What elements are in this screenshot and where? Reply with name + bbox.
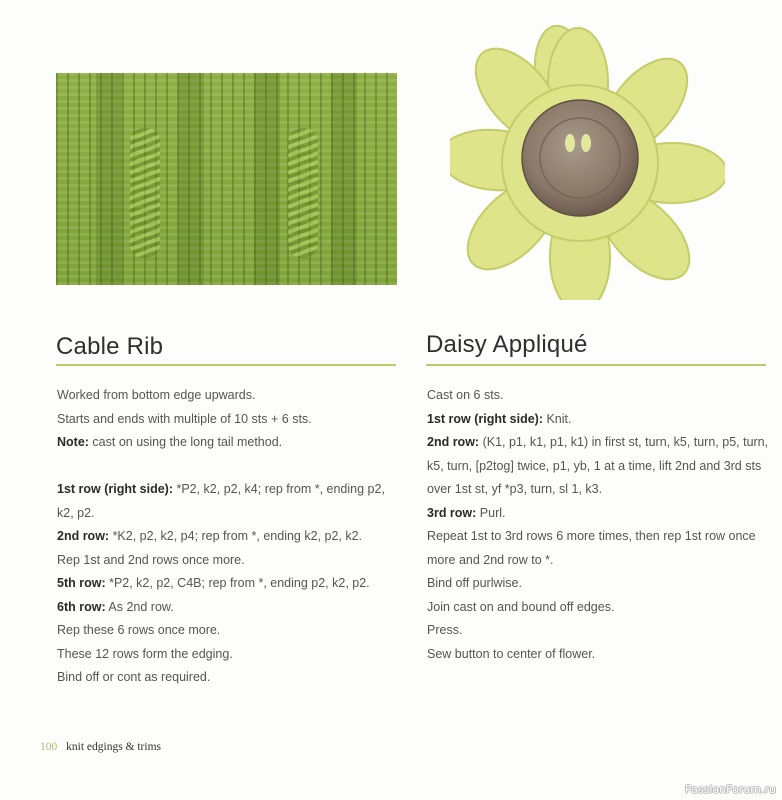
cable-rib-instructions [57, 384, 402, 690]
page-number: 100 [40, 741, 58, 753]
cable-twist [130, 128, 160, 258]
purl-column [254, 73, 280, 285]
row-instruction: Bind off or cont as required. [57, 670, 211, 684]
row-instruction: 1st row (right side): Knit. [427, 411, 572, 426]
cable-twist [288, 128, 318, 258]
purl-column [96, 73, 122, 285]
row-instruction: Sew button to center of flower. [427, 646, 596, 661]
instruction-line: Worked from bottom edge upwards. [57, 388, 256, 402]
row-instruction: Repeat 1st to 3rd rows 6 more times, then rep 1st row once more and 2nd row to *. [427, 529, 756, 567]
watermark: PassionForum.ru [685, 783, 776, 796]
row-instruction: Bind off purlwise. [427, 576, 522, 590]
section-name: knit edgings & trims [66, 741, 161, 753]
purl-column [331, 73, 357, 285]
instruction-line: Starts and ends with multiple of 10 sts + 6 sts. [57, 411, 312, 426]
row-instruction: 2nd row: *K2, p2, k2, p4; rep from *, ending k2, p2, k2. [57, 529, 363, 543]
page-footer [40, 741, 161, 753]
row-instruction: Rep 1st and 2nd rows once more. [57, 552, 245, 567]
note-line: Note: cast on using the long tail method. [57, 435, 283, 449]
row-instruction: These 12 rows form the edging. [57, 646, 233, 661]
row-instruction: 5th row: *P2, k2, p2, C4B; rep from *, ending p2, k2, p2. [57, 576, 370, 590]
title-divider [426, 364, 766, 366]
row-instruction: 2nd row: (K1, p1, k1, p1, k1) in first st, turn, k5, turn, p5, turn, k5, turn, [p2tog] twice, p1, yb, 1 at a time, lift 2nd and 3rd sts over 1st st, yf *p3, turn, sl 1, k3. [427, 435, 769, 496]
row-instruction: 1st row (right side): *P2, k2, p2, k4; rep from *, ending p2, k2, p2. [57, 482, 385, 520]
daisy-applique-instructions [427, 384, 772, 666]
daisy-applique-photo [450, 25, 725, 300]
cable-rib-title: Cable Rib [56, 333, 164, 360]
cable-rib-photo [56, 73, 397, 285]
purl-column [178, 73, 204, 285]
row-instruction: 6th row: As 2nd row. [57, 599, 174, 614]
row-instruction: Cast on 6 sts. [427, 388, 504, 402]
note-label: Note: [57, 435, 89, 449]
daisy-applique-title: Daisy Appliqué [426, 331, 588, 358]
row-instruction: Press. [427, 623, 463, 637]
row-instruction: Join cast on and bound off edges. [427, 599, 615, 614]
title-divider [56, 364, 396, 366]
row-instruction: 3rd row: Purl. [427, 505, 506, 520]
row-instruction: Rep these 6 rows once more. [57, 623, 221, 637]
